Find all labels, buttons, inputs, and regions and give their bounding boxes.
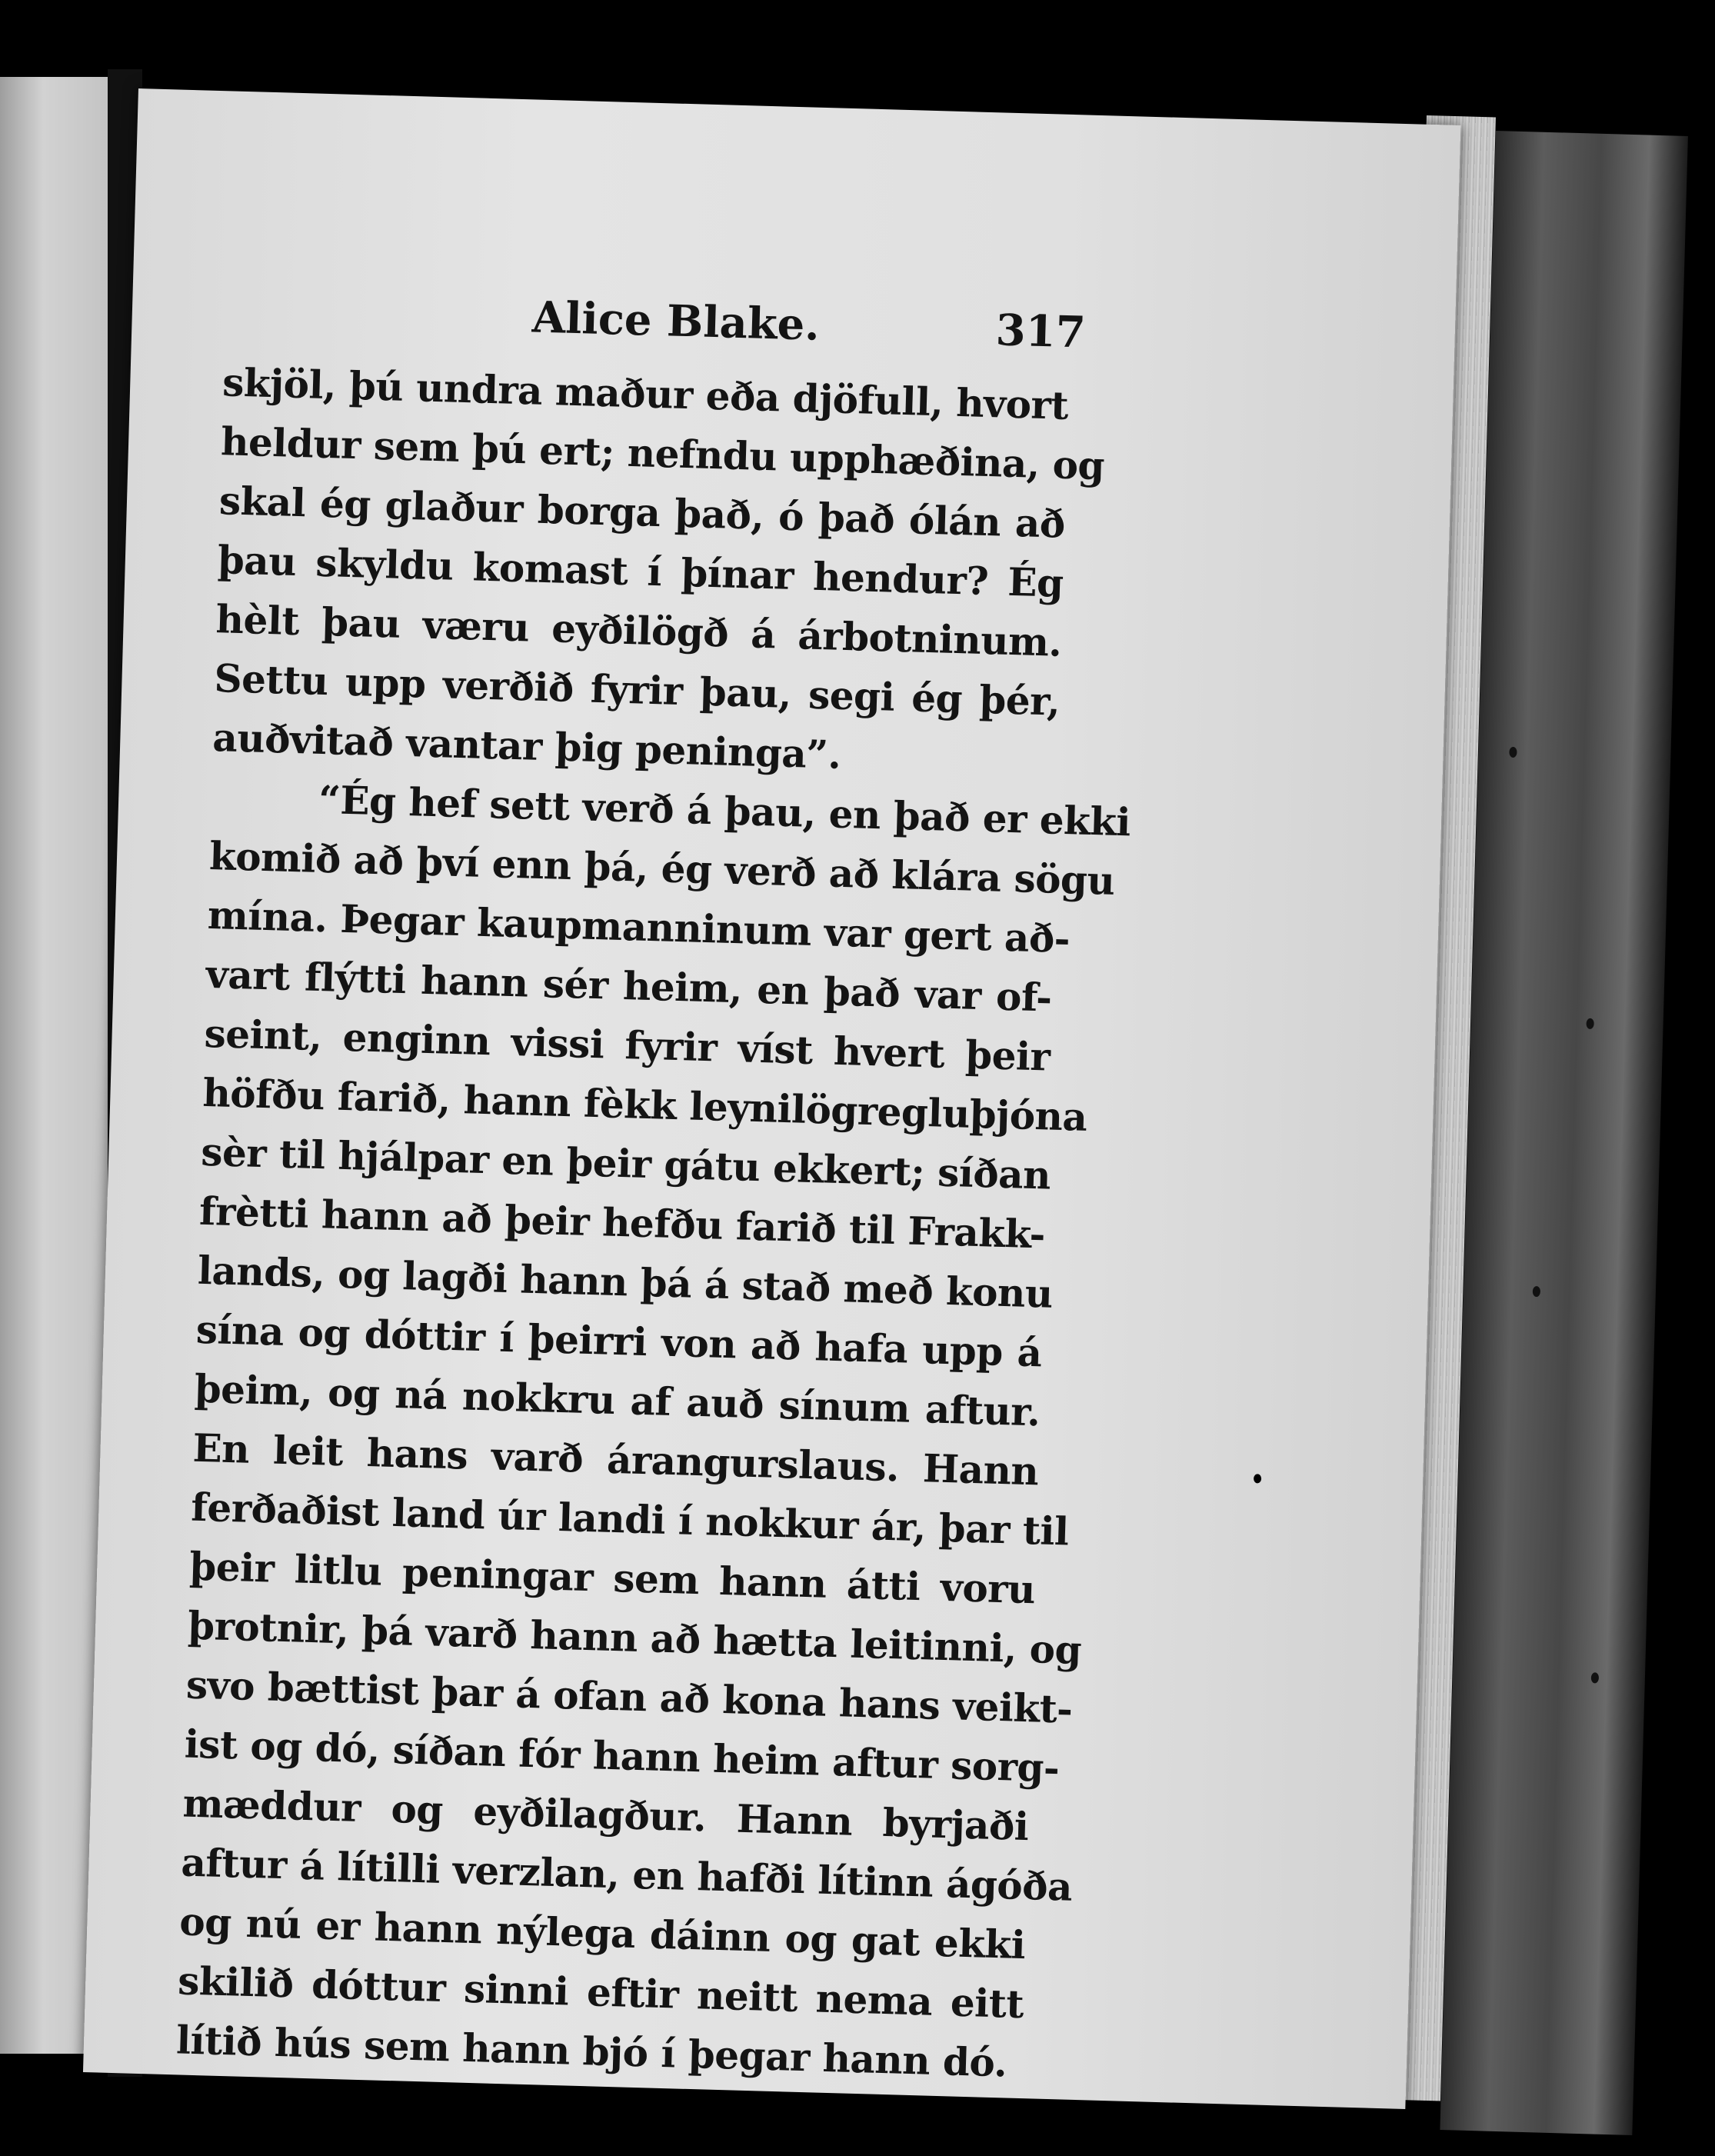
text-line: þeim, og ná nokkru af auð sínum aftur.	[194, 1365, 1041, 1435]
text-line: sína og dóttir í þeirri von að hafa upp á	[195, 1306, 1043, 1376]
text-line: En leit hans varð árangurslaus. Hann	[191, 1425, 1040, 1495]
text-line: mæddur og eyðilagður. Hann byrjaði	[181, 1780, 1030, 1850]
text-line: þeir litlu peningar sem hann átti voru	[188, 1543, 1036, 1613]
text-line: lands, og lagði hann þá á stað með konu	[197, 1247, 1054, 1317]
cover-speck	[1586, 1018, 1593, 1029]
text-line: lítið hús sem hann bjó í þegar hann dó.	[175, 2017, 1008, 2086]
text-line: höfðu farið, hann fèkk leynilögregluþjóna	[201, 1069, 1088, 1140]
text-line: og nú er hann nýlega dáinn og gat ekki	[178, 1898, 1026, 1968]
text-line: skjöl, þú undra maður eða djöfull, hvort	[221, 359, 1069, 428]
text-line: aftur á lítilli verzlan, en hafði lítinn ágóða	[180, 1839, 1073, 1910]
text-line: frètti hann að þeir hefðu farið til Frakk-	[198, 1188, 1046, 1258]
body-text	[175, 352, 1131, 2093]
text-line: heldur sem þú ert; nefndu upphæðina, og	[220, 418, 1105, 489]
text-line: “Ég hef sett verð á þau, en það er ekki	[318, 776, 1131, 845]
cover-speck	[1591, 1672, 1599, 1683]
page-number: 317	[994, 305, 1087, 358]
text-line: skilið dóttur sinni eftir neitt nema eitt	[177, 1958, 1024, 2028]
book-page	[83, 88, 1460, 2109]
page-text-block	[175, 283, 1131, 2093]
cover-speck	[1509, 747, 1517, 758]
text-line: hèlt þau væru eyðilögð á árbotninum.	[215, 596, 1063, 665]
text-line: þau skyldu komast í þínar hendur? Ég	[217, 537, 1064, 606]
text-line: ist og dó, síðan fór hann heim aftur sorg-	[184, 1721, 1061, 1791]
text-line: seint, enginn vissi fyrir víst hvert þeir	[203, 1010, 1051, 1080]
text-line: skal ég glaður borga það, ó það ólán að	[218, 478, 1066, 547]
text-line: auðvitað vantar þig peninga”.	[211, 715, 842, 778]
ink-speck	[1254, 1474, 1261, 1483]
text-line: sèr til hjálpar en þeir gátu ekkert; síðan	[200, 1128, 1051, 1198]
text-line: vart flýtti hann sér heim, en það var of-	[205, 951, 1053, 1021]
text-line: komið að því enn þá, ég verð að klára sögu	[208, 832, 1116, 904]
cover-speck	[1533, 1286, 1540, 1297]
text-line: ferðaðist land úr landi í nokkur ár, þar til	[190, 1484, 1070, 1555]
running-head: Alice Blake.	[531, 292, 821, 351]
text-line: Settu upp verðið fyrir þau, segi ég þér,	[213, 655, 1061, 725]
text-line: svo bættist þar á ofan að kona hans veikt-	[185, 1661, 1074, 1732]
text-line: mína. Þegar kaupmanninum var gert að-	[207, 891, 1071, 962]
text-line: þrotnir, þá varð hann að hætta leitinni, og	[187, 1602, 1082, 1674]
